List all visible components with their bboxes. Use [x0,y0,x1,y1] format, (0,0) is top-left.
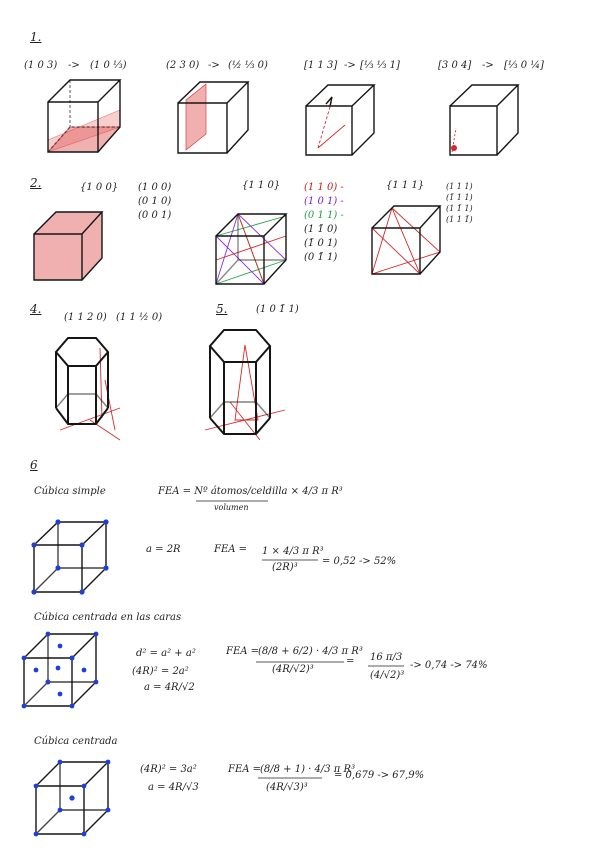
family-111-plane-2: (1̄ 1 1) [446,193,473,202]
family-111-label: {1 1 1} [386,180,425,191]
fcc-fea-numerator: (8/8 + 6/2) · 4/3 π R³ [258,646,363,657]
family-111-plane-1: (1 1 1) [446,182,473,191]
family-110-plane-6: (0 1̄ 1) [304,252,338,263]
bcc-title: Cúbica centrada [34,736,118,747]
miller-3-left: [1 1 3] [304,60,338,71]
family-110-plane-2: (1 0 1) - [304,196,344,207]
miller-3-right: [⅓ ⅓ 1] [360,60,400,71]
fcc-fea-label: FEA = [226,646,260,657]
family-100-plane-1: (1 0 0) [138,182,172,193]
sc-fea-denominator: (2R)³ [272,562,298,573]
family-110-plane-5: (1̄ 0 1) [304,238,338,249]
fea-definition-top: FEA = Nº átomos/celdilla × 4/3 π R³ [158,486,343,497]
section-2-label: 2. [30,176,42,190]
family-100-label: {1 0 0} [80,182,119,193]
family-100-plane-2: (0 1 0) [138,196,172,207]
fcc-eq-3: a = 4R/√2 [144,682,195,693]
fcc-eq-1: d² = a² + a² [136,648,196,659]
sc-a-relation: a = 2R [146,544,181,555]
hex-1120-alt-label: (1 1 ½ 0) [116,312,163,323]
cube-fcc-atoms [22,632,99,709]
miller-1-left: (1 0 3) [24,60,58,71]
fcc-fea-result: -> 0,74 -> 74% [410,660,488,671]
family-110-plane-3: (0 1 1) - [304,210,344,221]
cube-100-family [34,212,102,280]
miller-2-right: (½ ⅓ 0) [228,60,268,71]
cube-230-plane [178,82,248,153]
cube-bcc-atoms [34,760,111,837]
miller-4-left: [3 0 4] [438,60,472,71]
miller-4-right: [⅓ 0 ¼] [504,60,544,71]
bcc-fea-result: = 0,679 -> 67,9% [334,770,425,781]
hex-10-11-label: (1 0 1̄ 1) [256,304,299,315]
hex-prism-10-11 [205,330,285,440]
sc-title: Cúbica simple [34,486,106,497]
section-5-label: 5. [216,302,228,316]
section-4-label: 4. [30,302,42,316]
bcc-eq-1: (4R)² = 3a² [140,764,197,775]
miller-2-left: (2 3 0) [166,60,200,71]
fcc-mid-denominator: (4/√2)³ [370,670,405,681]
cube-simple-atoms [31,519,108,594]
cube-111-family [372,206,440,274]
family-100-plane-3: (0 0 1) [138,210,172,221]
cube-103-plane [48,80,120,152]
miller-1-right: (1 0 ⅓) [90,60,127,71]
family-110-plane-4: (1 1̄ 0) [304,224,338,235]
miller-3-arrow: -> [344,60,356,71]
fea-definition-bottom: volumen [214,503,249,512]
bcc-fea-numerator: (8/8 + 1) · 4/3 π R³ [260,764,356,775]
family-110-plane-1: (1 1 0) - [304,182,344,193]
hex-1120-label: (1 1 2 0) [64,312,107,323]
fcc-mid-numerator: 16 π/3 [370,652,403,663]
family-111-plane-4: (1 1 1̄) [446,215,473,224]
cube-110-family [216,214,286,284]
miller-1-arrow: -> [68,60,80,71]
cube-304-direction [450,85,518,155]
section-6-label: 6 [30,458,38,472]
fcc-equals: = [346,656,355,667]
family-110-label: {1 1 0} [242,180,281,191]
family-111-plane-3: (1 1̄ 1) [446,204,473,213]
section-1-label: 1. [30,30,42,44]
sc-fea-label: FEA = [214,544,248,555]
sc-fea-result: = 0,52 -> 52% [322,556,397,567]
bcc-fea-label: FEA = [228,764,262,775]
sc-fea-numerator: 1 × 4/3 π R³ [262,546,324,557]
cube-113-direction [306,85,374,155]
fcc-fea-denominator: (4R/√2)³ [272,664,314,675]
fcc-title: Cúbica centrada en las caras [34,612,182,623]
bcc-fea-denominator: (4R/√3)³ [266,782,308,793]
miller-4-arrow: -> [482,60,494,71]
miller-2-arrow: -> [208,60,220,71]
fcc-eq-2: (4R)² = 2a² [132,666,189,677]
bcc-eq-2: a = 4R/√3 [148,782,199,793]
hex-prism-1120 [56,338,120,440]
